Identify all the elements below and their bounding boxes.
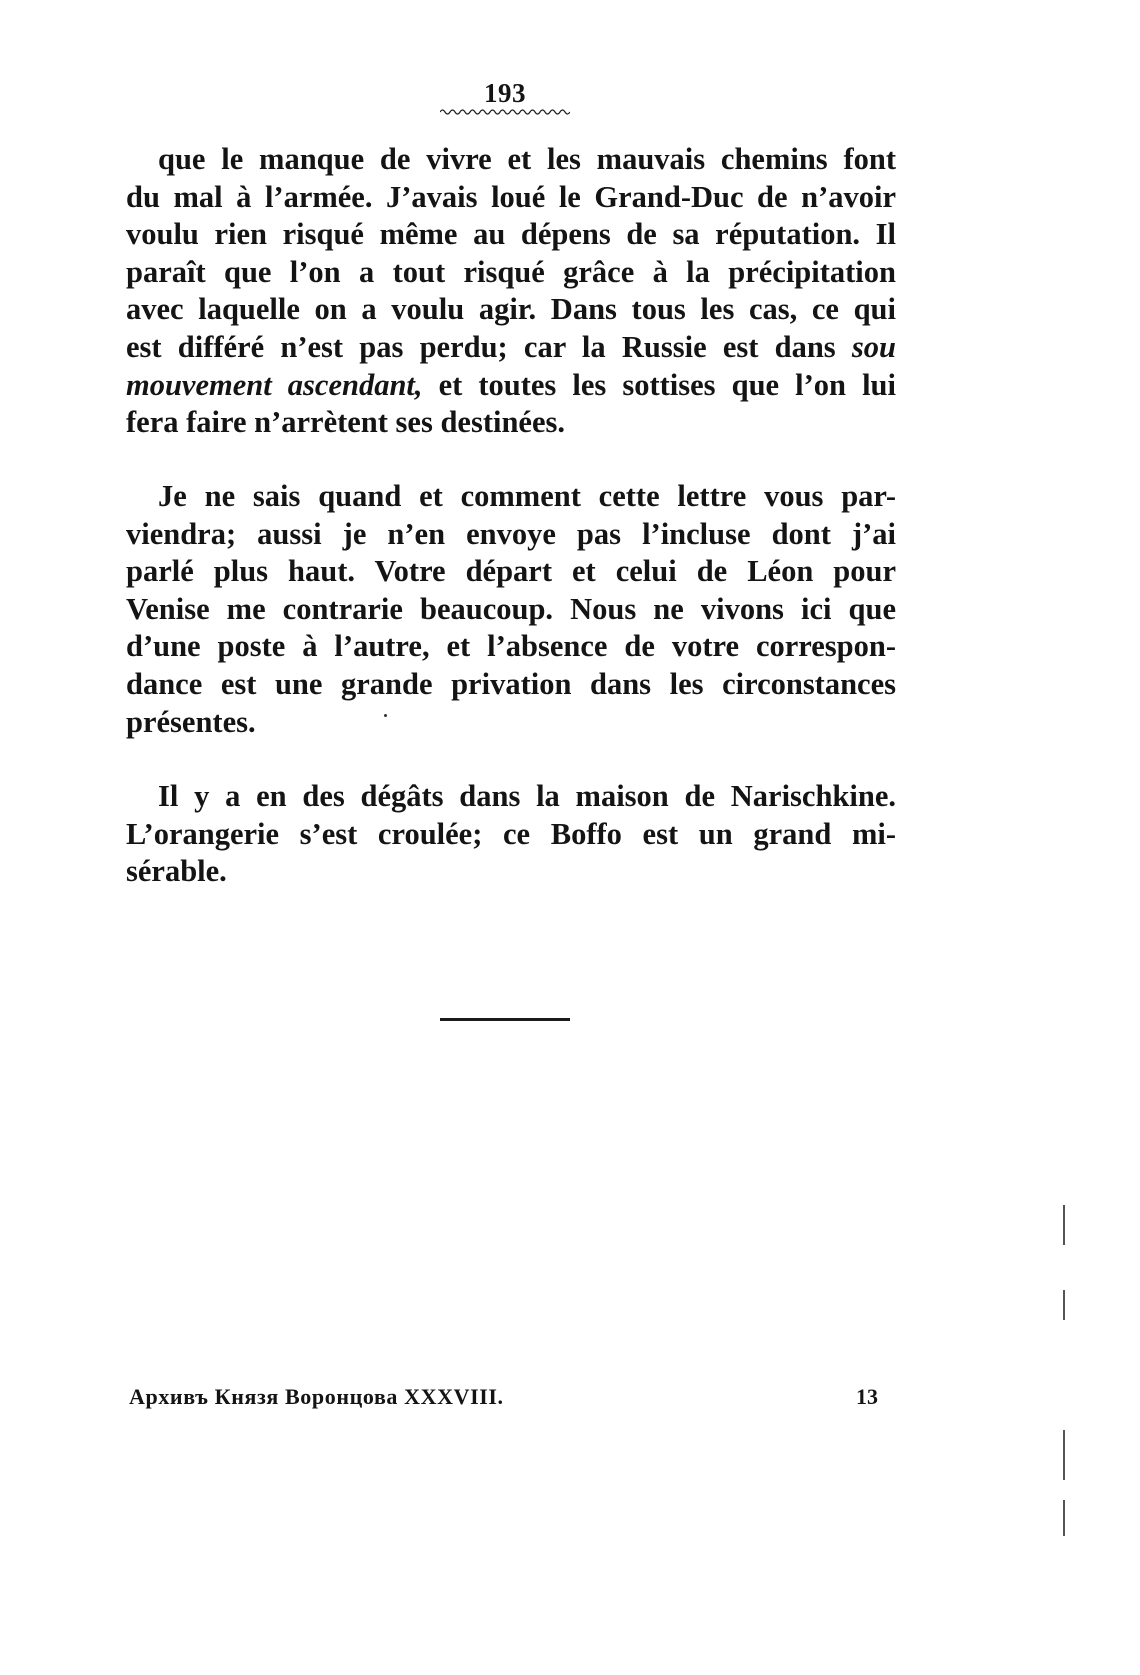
italic-text-segment: sou [851,329,896,364]
text-segment: du mal à l’armée. J’avais loué le Grand-Duc de n’avoir [126,179,896,214]
text-line [126,778,896,816]
text-segment: Il y a en des dégâts dans la maison de Narischkine. [158,779,896,813]
paragraph-1 [126,141,896,442]
text-line [126,853,896,891]
text-line [126,516,896,554]
margin-scan-mark [1063,1290,1065,1320]
text-line [126,816,896,854]
text-segment: parlé plus haut. Votre départ et celui de Léon pour [126,554,896,589]
footer-title: Архивъ Князя Воронцова XXXVIII. [129,1384,504,1409]
text-line [126,179,896,217]
text-line [126,329,896,367]
text-segment: viendra; aussi je n’en envoye pas l’incluse dont j’ai [126,516,896,551]
text-line [126,141,896,179]
margin-scan-mark [1063,1205,1065,1245]
text-segment: L’orangerie s’est croulée; ce Boffo est un grand mi- [126,816,896,851]
paragraph-3 [126,778,896,891]
italic-text-segment: mouvement ascendant, [126,367,423,402]
margin-scan-mark [1063,1430,1065,1480]
paragraph-2 [126,478,896,741]
wavy-rule-ornament [440,108,570,116]
text-line [126,666,896,704]
text-line [126,254,896,292]
text-segment: paraît que l’on a tout risqué grâce à la précipitation [126,254,896,289]
text-line [126,628,896,666]
text-segment: que le manque de vivre et les mauvais chemins font [158,142,896,176]
text-segment: sérable. [126,854,227,889]
signature-mark: 13 [856,1384,878,1409]
ink-speck [384,714,387,717]
text-segment: présentes. [126,704,256,739]
text-line [126,404,896,442]
text-segment: voulu rien risqué même au dépens de sa réputation. Il [126,217,896,252]
text-line [126,291,896,329]
text-segment: et toutes les sottises que l’on lui [422,367,896,402]
text-line [126,216,896,254]
text-line [126,591,896,629]
margin-scan-mark [1063,1500,1065,1536]
text-line [126,367,896,405]
text-line [126,553,896,591]
text-line [126,478,896,516]
text-line [126,704,896,742]
text-segment: Venise me contrarie beaucoup. Nous ne vivons ici que [126,591,896,626]
page-number: 193 [484,78,526,108]
text-segment: d’une poste à l’autre, et l’absence de votre correspon- [126,629,896,664]
text-segment: Je ne sais quand et comment cette lettre vous par- [158,479,896,513]
text-segment: avec laquelle on a voulu agir. Dans tous les cas, ce qui [126,292,896,327]
text-segment: est différé n’est pas perdu; car la Russie est dans [126,329,852,364]
text-segment: fera faire n’arrètent ses destinées. [126,405,565,440]
section-divider [440,1018,570,1021]
text-segment: dance est une grande privation dans les circonstances [126,666,896,701]
